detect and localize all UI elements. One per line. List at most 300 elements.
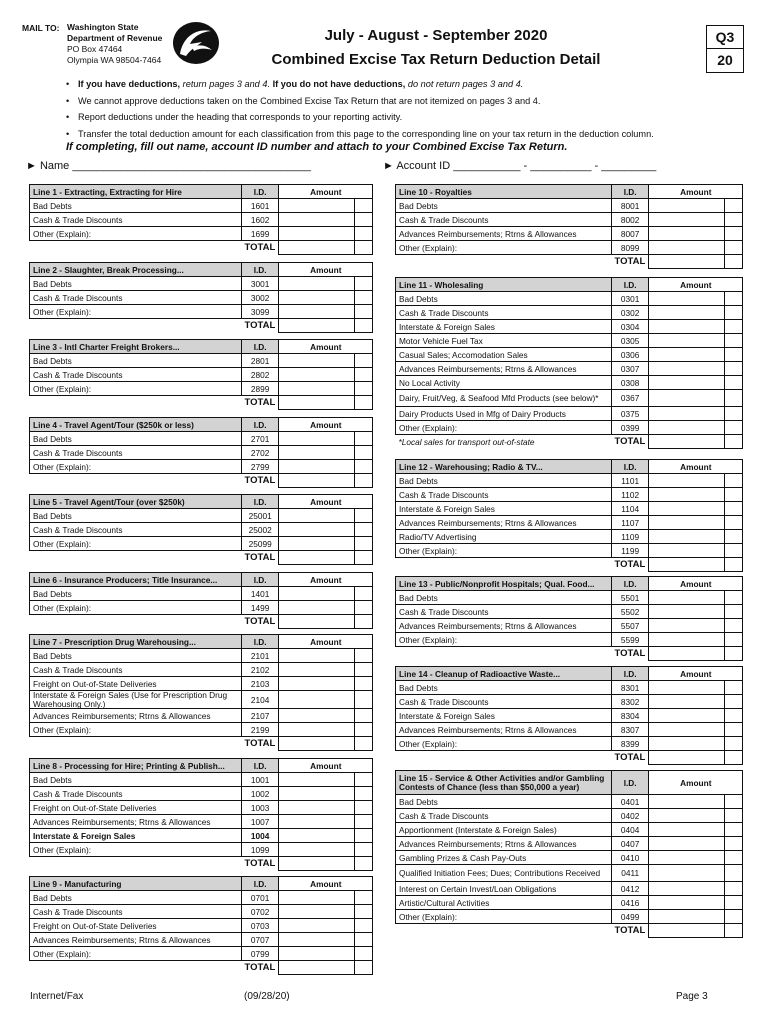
deduction-label: Bad Debts — [30, 354, 242, 368]
deduction-id: 0702 — [242, 905, 279, 919]
amount-dollars-field[interactable] — [279, 801, 355, 815]
amount-cents-field[interactable] — [355, 460, 373, 474]
total-cents-field[interactable] — [355, 961, 373, 975]
amount-dollars-field[interactable] — [279, 891, 355, 905]
amount-dollars-field[interactable] — [649, 213, 725, 227]
amount-dollars-field[interactable] — [649, 407, 725, 421]
amount-cents-field[interactable] — [725, 695, 743, 709]
deduction-row — [396, 320, 743, 334]
deduction-id: 2701 — [242, 432, 279, 446]
total-dollars-field[interactable] — [279, 396, 355, 410]
amount-cents-field[interactable] — [725, 348, 743, 362]
completion-instruction: If completing, fill out name, account ID number and attach to your Combined Excise Tax Return. — [66, 141, 568, 153]
amount-cents-field[interactable] — [725, 241, 743, 255]
deduction-row — [30, 601, 373, 615]
amount-dollars-field[interactable] — [279, 947, 355, 961]
amount-cents-field[interactable] — [725, 516, 743, 530]
amount-dollars-field[interactable] — [649, 865, 725, 882]
amount-column-header: Amount — [279, 573, 373, 587]
total-cents-field[interactable] — [355, 319, 373, 333]
amount-cents-field[interactable] — [725, 292, 743, 306]
amount-cents-field[interactable] — [355, 787, 373, 801]
amount-cents-field[interactable] — [725, 306, 743, 320]
deduction-label: Qualified Initiation Fees; Dues; Contributions Received — [396, 865, 612, 882]
account-id-field[interactable]: ► Account ID ___________ - __________ - _________ — [383, 160, 657, 172]
amount-dollars-field[interactable] — [649, 737, 725, 751]
amount-dollars-field[interactable] — [649, 851, 725, 865]
amount-cents-field[interactable] — [355, 773, 373, 787]
section-title: Line 3 - Intl Charter Freight Brokers... — [30, 340, 242, 354]
amount-cents-field[interactable] — [725, 723, 743, 737]
spacer — [30, 615, 242, 629]
amount-dollars-field[interactable] — [649, 795, 725, 809]
deduction-row — [30, 773, 373, 787]
deduction-row — [396, 544, 743, 558]
amount-dollars-field[interactable] — [649, 530, 725, 544]
amount-dollars-field[interactable] — [649, 348, 725, 362]
amount-dollars-field[interactable] — [279, 382, 355, 396]
deduction-id: 2799 — [242, 460, 279, 474]
total-row — [30, 615, 373, 629]
deduction-label: Dairy Products Used in Mfg of Dairy Products — [396, 407, 612, 421]
amount-cents-field[interactable] — [725, 851, 743, 865]
deduction-label: Bad Debts — [396, 474, 612, 488]
amount-dollars-field[interactable] — [279, 587, 355, 601]
deduction-row — [30, 919, 373, 933]
amount-cents-field[interactable] — [725, 227, 743, 241]
total-cents-field[interactable] — [355, 396, 373, 410]
amount-cents-field[interactable] — [725, 213, 743, 227]
deduction-id: 5501 — [612, 591, 649, 605]
amount-cents-field[interactable] — [725, 376, 743, 390]
amount-dollars-field[interactable] — [649, 709, 725, 723]
amount-dollars-field[interactable] — [649, 681, 725, 695]
amount-dollars-field[interactable] — [649, 306, 725, 320]
deduction-label: Cash & Trade Discounts — [396, 488, 612, 502]
deduction-id: 0308 — [612, 376, 649, 390]
deduction-row — [396, 837, 743, 851]
amount-dollars-field[interactable] — [649, 633, 725, 647]
deduction-label: No Local Activity — [396, 376, 612, 390]
total-cents-field[interactable] — [355, 241, 373, 255]
amount-column-header: Amount — [649, 667, 743, 681]
deduction-row — [30, 432, 373, 446]
amount-cents-field[interactable] — [355, 432, 373, 446]
deduction-id: 2107 — [242, 709, 279, 723]
amount-cents-field[interactable] — [355, 801, 373, 815]
amount-cents-field[interactable] — [355, 601, 373, 615]
deduction-id: 2702 — [242, 446, 279, 460]
deduction-label: Other (Explain): — [30, 723, 242, 737]
amount-cents-field[interactable] — [725, 407, 743, 421]
amount-dollars-field[interactable] — [279, 446, 355, 460]
deduction-row — [396, 334, 743, 348]
spacer — [30, 737, 242, 751]
instruction-bullet: • Transfer the total deduction amount for each classification from this page to the corresponding line on your tax return in the deduction column. — [66, 126, 746, 143]
amount-cents-field[interactable] — [725, 605, 743, 619]
section-title: Line 8 - Processing for Hire; Printing & Publish... — [30, 759, 242, 773]
amount-cents-field[interactable] — [355, 291, 373, 305]
amount-cents-field[interactable] — [725, 334, 743, 348]
amount-cents-field[interactable] — [355, 905, 373, 919]
amount-dollars-field[interactable] — [279, 815, 355, 829]
deduction-row — [30, 815, 373, 829]
total-label: TOTAL — [244, 962, 276, 974]
deduction-section — [29, 876, 373, 975]
amount-cents-field[interactable] — [725, 896, 743, 910]
section-title: Line 1 - Extracting, Extracting for Hire — [30, 185, 242, 199]
address-line: Olympia WA 98504-7464 — [67, 55, 162, 65]
total-dollars-field[interactable] — [279, 615, 355, 629]
total-dollars-field[interactable] — [279, 737, 355, 751]
id-column-header: I.D. — [242, 759, 279, 773]
amount-column-header: Amount — [279, 418, 373, 432]
amount-column-header: Amount — [649, 577, 743, 591]
total-label: TOTAL — [614, 925, 646, 937]
amount-dollars-field[interactable] — [649, 823, 725, 837]
amount-dollars-field[interactable] — [279, 649, 355, 663]
deduction-label: Other (Explain): — [30, 843, 242, 857]
deduction-label: Artistic/Cultural Activities — [396, 896, 612, 910]
section-title: Line 6 - Insurance Producers; Title Insurance... — [30, 573, 242, 587]
amount-cents-field[interactable] — [725, 502, 743, 516]
amount-cents-field[interactable] — [355, 829, 373, 843]
deduction-id: 1102 — [612, 488, 649, 502]
amount-cents-field[interactable] — [355, 382, 373, 396]
deduction-id: 0703 — [242, 919, 279, 933]
deduction-id: 1001 — [242, 773, 279, 787]
amount-cents-field[interactable] — [725, 737, 743, 751]
section-header — [30, 340, 373, 354]
deduction-label: Other (Explain): — [30, 227, 242, 241]
bullet-text: return pages 3 and 4. — [182, 79, 273, 89]
deduction-id: 3099 — [242, 305, 279, 319]
amount-dollars-field[interactable] — [279, 933, 355, 947]
amount-dollars-field[interactable] — [649, 591, 725, 605]
section-header — [396, 577, 743, 591]
amount-cents-field[interactable] — [355, 509, 373, 523]
amount-cents-field[interactable] — [725, 809, 743, 823]
amount-cents-field[interactable] — [355, 723, 373, 737]
deduction-label: Cash & Trade Discounts — [30, 213, 242, 227]
total-cents-field[interactable] — [725, 435, 743, 449]
amount-column-header: Amount — [279, 340, 373, 354]
amount-dollars-field[interactable] — [279, 663, 355, 677]
id-column-header: I.D. — [612, 185, 649, 199]
total-label: TOTAL — [244, 858, 276, 870]
amount-dollars-field[interactable] — [279, 199, 355, 213]
instruction-bullet — [66, 76, 746, 93]
id-column-header: I.D. — [242, 573, 279, 587]
amount-dollars-field[interactable] — [649, 362, 725, 376]
deduction-id: 0410 — [612, 851, 649, 865]
amount-cents-field[interactable] — [355, 933, 373, 947]
deduction-row — [396, 896, 743, 910]
deduction-label: Freight on Out-of-State Deliveries — [30, 801, 242, 815]
total-label: TOTAL — [244, 397, 276, 409]
deduction-id: 8002 — [612, 213, 649, 227]
amount-cents-field[interactable] — [355, 663, 373, 677]
deduction-label: Advances Reimbursements; Rtrns & Allowances — [396, 516, 612, 530]
deduction-id: 0707 — [242, 933, 279, 947]
total-dollars-field[interactable] — [649, 435, 725, 449]
amount-dollars-field[interactable] — [649, 390, 725, 407]
deduction-row — [30, 354, 373, 368]
amount-dollars-field[interactable] — [649, 227, 725, 241]
deduction-label: Other (Explain): — [30, 460, 242, 474]
total-cents-field[interactable] — [725, 255, 743, 269]
total-dollars-field[interactable] — [649, 647, 725, 661]
total-label: TOTAL — [614, 256, 646, 268]
amount-cents-field[interactable] — [355, 677, 373, 691]
amount-dollars-field[interactable] — [649, 723, 725, 737]
amount-dollars-field[interactable] — [279, 787, 355, 801]
deduction-row — [396, 241, 743, 255]
total-dollars-field[interactable] — [279, 241, 355, 255]
total-cents-field[interactable] — [355, 857, 373, 871]
deduction-row — [30, 677, 373, 691]
amount-dollars-field[interactable] — [649, 292, 725, 306]
amount-column-header: Amount — [279, 759, 373, 773]
deduction-id: 8302 — [612, 695, 649, 709]
amount-dollars-field[interactable] — [279, 227, 355, 241]
amount-dollars-field[interactable] — [649, 896, 725, 910]
total-dollars-field[interactable] — [279, 551, 355, 565]
total-dollars-field[interactable] — [279, 319, 355, 333]
total-dollars-field[interactable] — [279, 961, 355, 975]
amount-dollars-field[interactable] — [279, 291, 355, 305]
deduction-label: Other (Explain): — [30, 601, 242, 615]
amount-cents-field[interactable] — [355, 919, 373, 933]
amount-cents-field[interactable] — [355, 709, 373, 723]
total-dollars-field[interactable] — [649, 751, 725, 765]
deduction-id: 0367 — [612, 390, 649, 407]
amount-dollars-field[interactable] — [279, 677, 355, 691]
deduction-label: Gambling Prizes & Cash Pay-Outs — [396, 851, 612, 865]
deduction-section — [29, 758, 373, 871]
deduction-row — [30, 291, 373, 305]
amount-cents-field[interactable] — [725, 591, 743, 605]
deduction-id: 2899 — [242, 382, 279, 396]
total-dollars-field[interactable] — [649, 924, 725, 938]
amount-cents-field[interactable] — [725, 474, 743, 488]
id-column-header: I.D. — [242, 635, 279, 649]
amount-dollars-field[interactable] — [279, 277, 355, 291]
spacer — [396, 751, 612, 765]
amount-dollars-field[interactable] — [279, 537, 355, 551]
deduction-label: Bad Debts — [396, 681, 612, 695]
amount-cents-field[interactable] — [355, 843, 373, 857]
amount-dollars-field[interactable] — [279, 305, 355, 319]
total-row — [30, 551, 373, 565]
section-title: Line 2 - Slaughter, Break Processing... — [30, 263, 242, 277]
deduction-row — [396, 421, 743, 435]
amount-dollars-field[interactable] — [649, 376, 725, 390]
amount-dollars-field[interactable] — [279, 691, 355, 709]
amount-dollars-field[interactable] — [649, 488, 725, 502]
amount-dollars-field[interactable] — [279, 905, 355, 919]
deduction-label: Bad Debts — [396, 591, 612, 605]
amount-cents-field[interactable] — [725, 882, 743, 896]
amount-dollars-field[interactable] — [279, 709, 355, 723]
amount-dollars-field[interactable] — [279, 773, 355, 787]
amount-cents-field[interactable] — [355, 305, 373, 319]
amount-dollars-field[interactable] — [279, 509, 355, 523]
amount-dollars-field[interactable] — [649, 516, 725, 530]
total-row — [30, 737, 373, 751]
amount-dollars-field[interactable] — [279, 460, 355, 474]
deduction-row — [396, 795, 743, 809]
deduction-row — [396, 737, 743, 751]
amount-dollars-field[interactable] — [649, 809, 725, 823]
name-field[interactable]: ► Name _______________________________________ — [26, 160, 311, 172]
total-dollars-field[interactable] — [649, 255, 725, 269]
total-cents-field[interactable] — [355, 615, 373, 629]
deduction-row — [30, 277, 373, 291]
amount-column-header: Amount — [279, 877, 373, 891]
amount-dollars-field[interactable] — [649, 695, 725, 709]
amount-dollars-field[interactable] — [279, 919, 355, 933]
amount-cents-field[interactable] — [725, 530, 743, 544]
total-cents-field[interactable] — [355, 551, 373, 565]
deduction-id: 2801 — [242, 354, 279, 368]
section-header — [396, 460, 743, 474]
amount-cents-field[interactable] — [725, 488, 743, 502]
amount-cents-field[interactable] — [725, 865, 743, 882]
amount-cents-field[interactable] — [725, 619, 743, 633]
deduction-row — [30, 523, 373, 537]
amount-dollars-field[interactable] — [279, 601, 355, 615]
total-cents-field[interactable] — [725, 647, 743, 661]
amount-dollars-field[interactable] — [649, 334, 725, 348]
amount-cents-field[interactable] — [725, 544, 743, 558]
amount-cents-field[interactable] — [355, 354, 373, 368]
section-header — [30, 495, 373, 509]
total-row — [30, 396, 373, 410]
amount-cents-field[interactable] — [355, 227, 373, 241]
amount-dollars-field[interactable] — [279, 432, 355, 446]
total-label: TOTAL — [244, 616, 276, 628]
deduction-row — [30, 801, 373, 815]
amount-cents-field[interactable] — [725, 362, 743, 376]
id-column-header: I.D. — [242, 418, 279, 432]
amount-dollars-field[interactable] — [279, 829, 355, 843]
id-column-header: I.D. — [612, 771, 649, 795]
id-column-header: I.D. — [242, 495, 279, 509]
amount-dollars-field[interactable] — [649, 605, 725, 619]
deduction-row — [396, 348, 743, 362]
total-label: TOTAL — [244, 738, 276, 750]
amount-dollars-field[interactable] — [649, 320, 725, 334]
deduction-id: 0375 — [612, 407, 649, 421]
amount-dollars-field[interactable] — [649, 474, 725, 488]
total-cents-field[interactable] — [725, 924, 743, 938]
id-column-header: I.D. — [242, 263, 279, 277]
total-cents-field[interactable] — [355, 474, 373, 488]
deduction-row — [30, 891, 373, 905]
amount-cents-field[interactable] — [355, 213, 373, 227]
deduction-label: Cash & Trade Discounts — [396, 809, 612, 823]
amount-cents-field[interactable] — [355, 368, 373, 382]
total-cents-field[interactable] — [725, 558, 743, 572]
deduction-id: 1109 — [612, 530, 649, 544]
section-header — [396, 185, 743, 199]
total-cents-field[interactable] — [725, 751, 743, 765]
amount-dollars-field[interactable] — [279, 723, 355, 737]
deduction-id: 0399 — [612, 421, 649, 435]
deduction-row — [396, 709, 743, 723]
amount-cents-field[interactable] — [355, 815, 373, 829]
total-label: TOTAL — [614, 752, 646, 764]
amount-dollars-field[interactable] — [279, 368, 355, 382]
deduction-row — [30, 213, 373, 227]
amount-cents-field[interactable] — [355, 537, 373, 551]
amount-cents-field[interactable] — [725, 390, 743, 407]
section-title: Line 9 - Manufacturing — [30, 877, 242, 891]
amount-cents-field[interactable] — [725, 421, 743, 435]
amount-dollars-field[interactable] — [649, 882, 725, 896]
amount-dollars-field[interactable] — [649, 502, 725, 516]
deduction-label: Motor Vehicle Fuel Tax — [396, 334, 612, 348]
amount-dollars-field[interactable] — [649, 837, 725, 851]
spacer — [30, 961, 242, 975]
deduction-row — [30, 509, 373, 523]
amount-dollars-field[interactable] — [649, 199, 725, 213]
deduction-id: 8399 — [612, 737, 649, 751]
amount-cents-field[interactable] — [355, 587, 373, 601]
deduction-row — [396, 809, 743, 823]
total-dollars-field[interactable] — [279, 857, 355, 871]
amount-cents-field[interactable] — [355, 523, 373, 537]
amount-dollars-field[interactable] — [279, 354, 355, 368]
amount-cents-field[interactable] — [355, 649, 373, 663]
amount-cents-field[interactable] — [725, 681, 743, 695]
deduction-row — [396, 502, 743, 516]
amount-dollars-field[interactable] — [649, 619, 725, 633]
amount-cents-field[interactable] — [725, 910, 743, 924]
total-dollars-field[interactable] — [279, 474, 355, 488]
amount-dollars-field[interactable] — [649, 544, 725, 558]
amount-cents-field[interactable] — [725, 837, 743, 851]
deduction-row — [396, 362, 743, 376]
amount-cents-field[interactable] — [355, 446, 373, 460]
amount-dollars-field[interactable] — [649, 910, 725, 924]
amount-cents-field[interactable] — [725, 823, 743, 837]
deduction-label: Advances Reimbursements; Rtrns & Allowances — [30, 815, 242, 829]
total-cents-field[interactable] — [355, 737, 373, 751]
deduction-label: Bad Debts — [396, 795, 612, 809]
amount-cents-field[interactable] — [355, 891, 373, 905]
amount-cents-field[interactable] — [725, 709, 743, 723]
amount-dollars-field[interactable] — [279, 523, 355, 537]
deduction-label: Bad Debts — [30, 277, 242, 291]
amount-dollars-field[interactable] — [649, 421, 725, 435]
section-header — [396, 667, 743, 681]
amount-cents-field[interactable] — [355, 947, 373, 961]
total-dollars-field[interactable] — [649, 558, 725, 572]
amount-cents-field[interactable] — [355, 691, 373, 709]
amount-cents-field[interactable] — [725, 633, 743, 647]
amount-cents-field[interactable] — [725, 199, 743, 213]
amount-dollars-field[interactable] — [649, 241, 725, 255]
deduction-label: Cash & Trade Discounts — [30, 446, 242, 460]
amount-dollars-field[interactable] — [279, 213, 355, 227]
amount-cents-field[interactable] — [355, 277, 373, 291]
amount-dollars-field[interactable] — [279, 843, 355, 857]
amount-cents-field[interactable] — [355, 199, 373, 213]
amount-cents-field[interactable] — [725, 795, 743, 809]
amount-cents-field[interactable] — [725, 320, 743, 334]
